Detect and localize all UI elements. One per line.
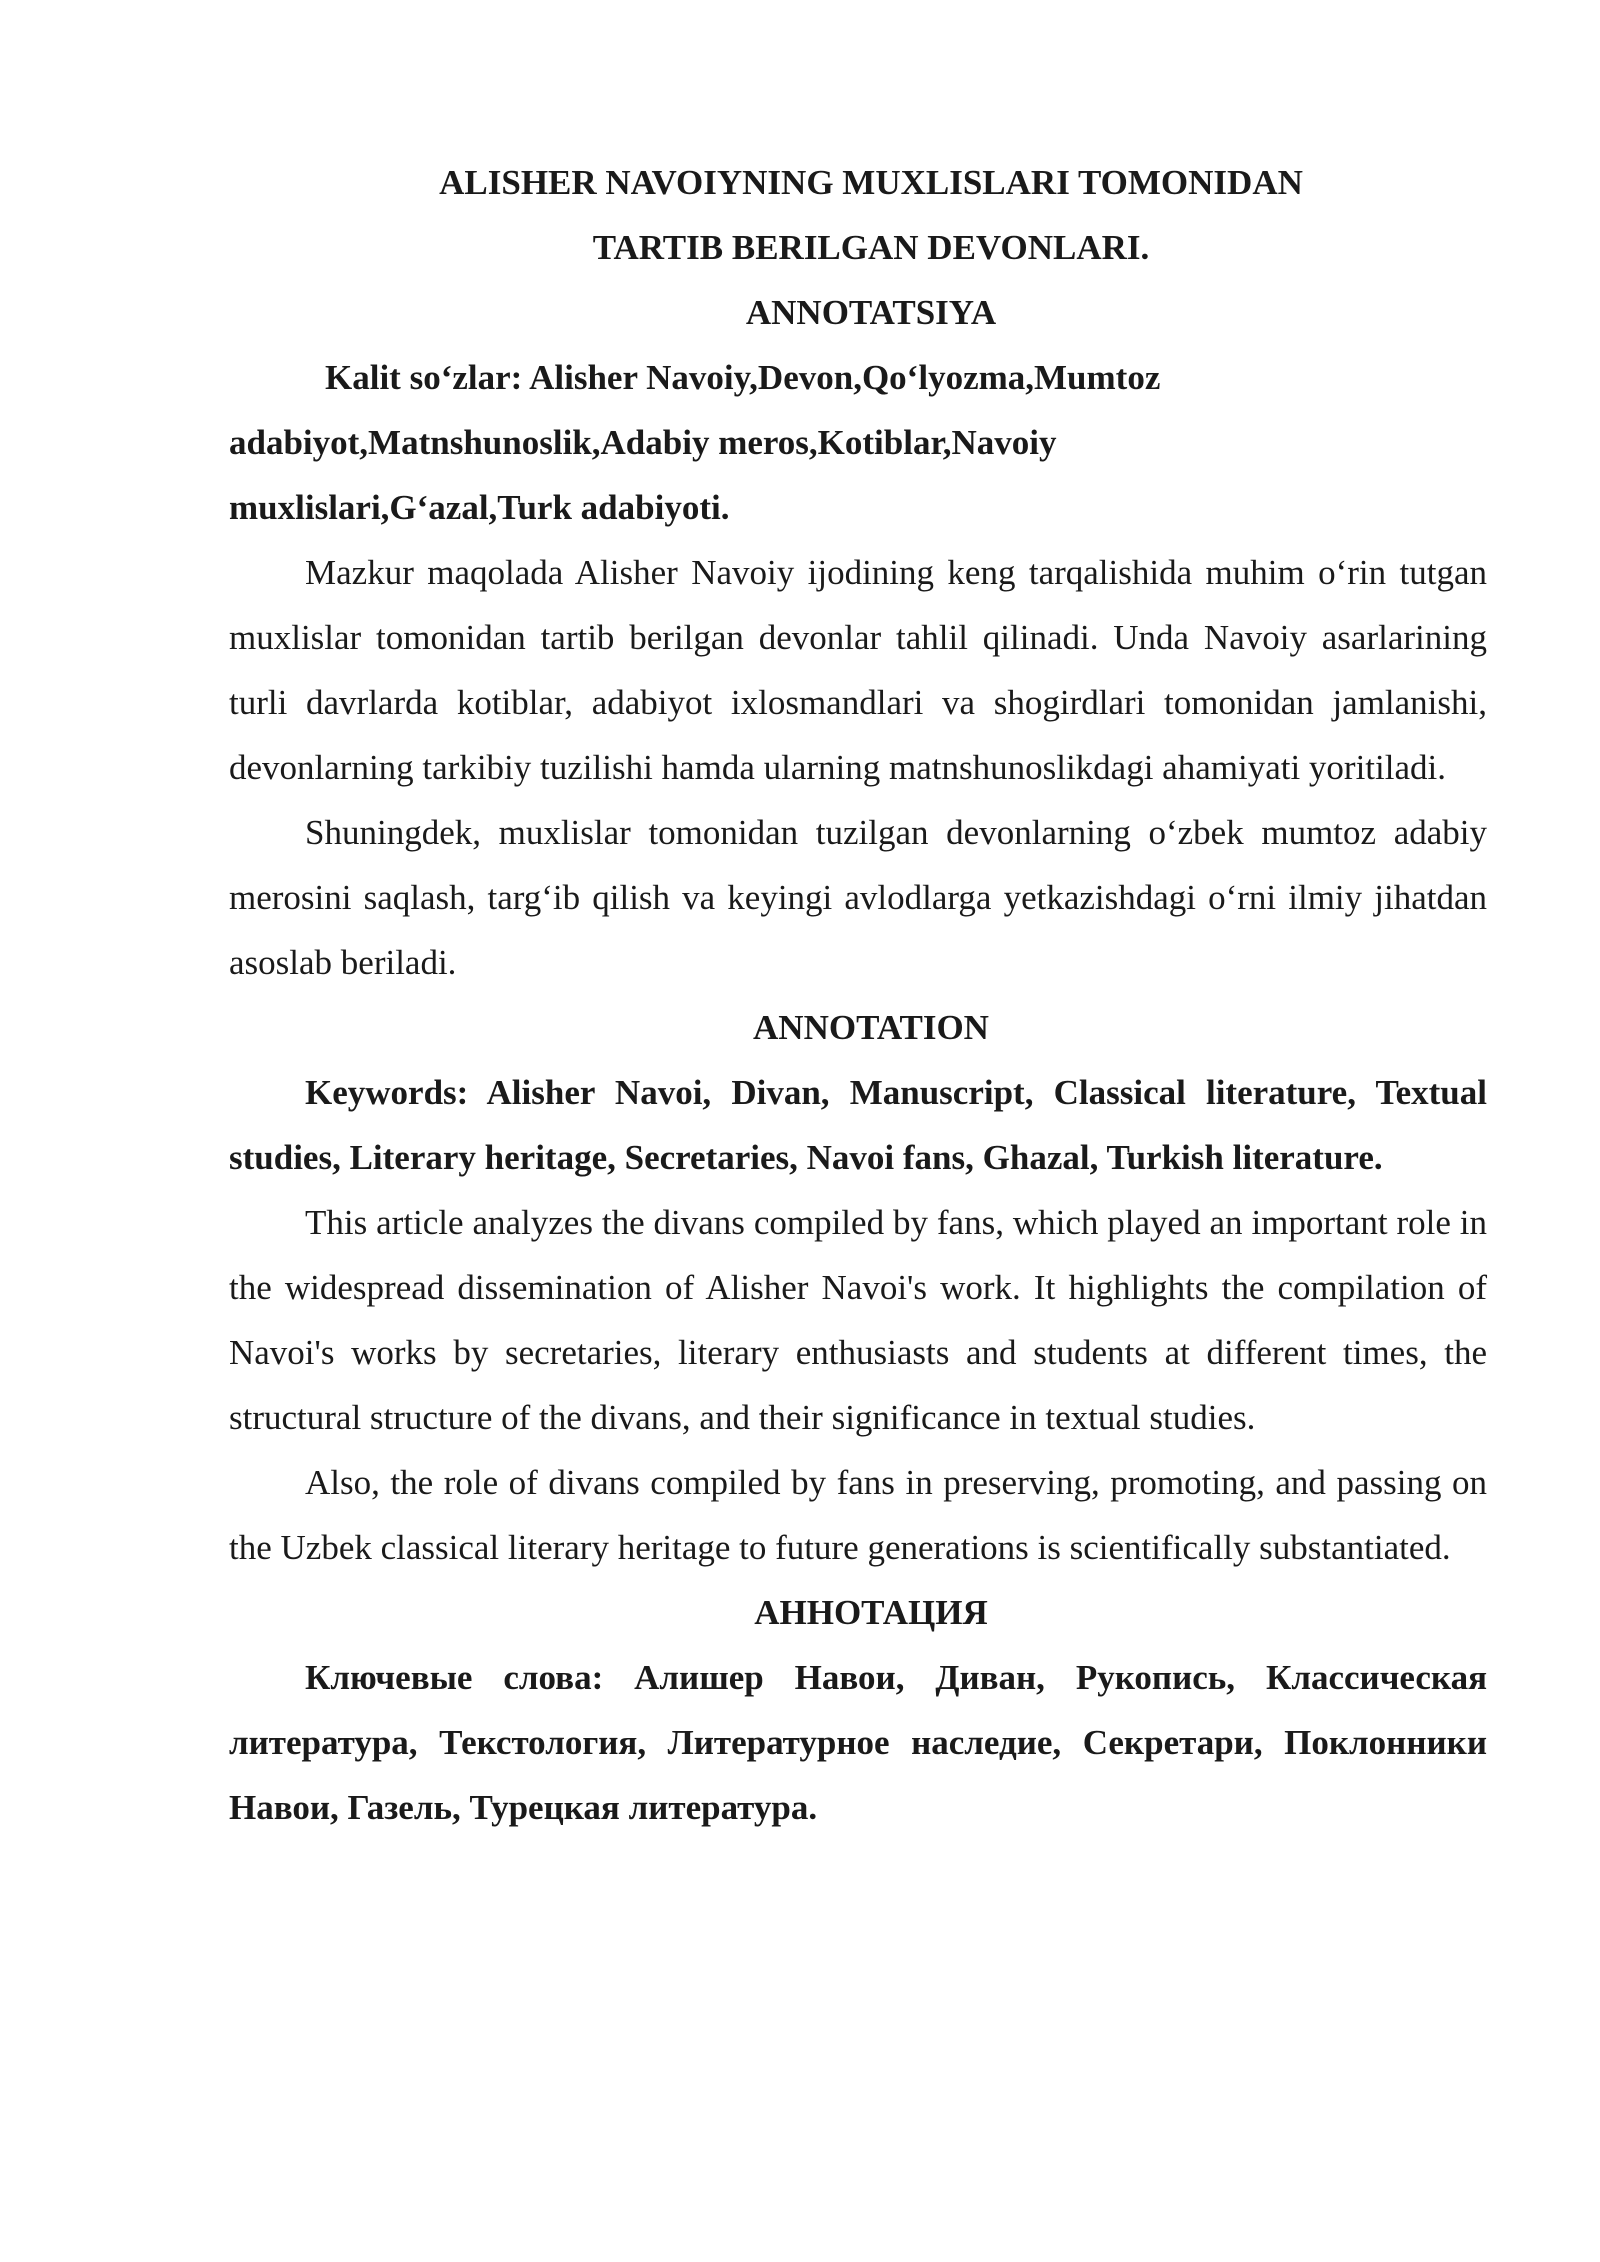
en-abstract-paragraph-2: Also, the role of divans compiled by fans in preserving, promoting, and passing on the Uzbek classical literary heritage to future generations is scientifically substantiated.: [229, 1463, 1487, 1567]
document-page: [229, 150, 1487, 1840]
uz-keywords-line-1: Kalit so‘zlar: Alisher Navoiy,Devon,Qo‘lyozma,Mumtoz: [325, 358, 1161, 397]
en-abstract-paragraph-1: This article analyzes the divans compiled by fans, which played an important role in the widespread dissemination of Alisher Navoi's work. It highlights the compilation of Navoi's works by secretaries, literary enthusiasts and students at different times, the structural structure of the divans, and their significance in textual studies.: [229, 1203, 1487, 1437]
en-annotation-heading: ANNOTATION: [753, 1008, 989, 1047]
document-title-line-2: TARTIB BERILGAN DEVONLARI.: [592, 228, 1150, 267]
uz-keywords-line-2: adabiyot,Matnshunoslik,Adabiy meros,Kotiblar,Navoiy: [229, 423, 1057, 462]
ru-keywords: Ключевые слова: Алишер Навои, Диван, Рукопись, Классическая литература, Текстология, Литературное наследие, Секретари, Поклонники Навои, Газель, Турецкая литература.: [229, 1658, 1487, 1827]
document-title-line-1: ALISHER NAVOIYNING MUXLISLARI TOMONIDAN: [439, 163, 1303, 202]
ru-annotation-heading: АННОТАЦИЯ: [754, 1593, 988, 1632]
uz-annotation-heading: ANNOTATSIYA: [745, 293, 997, 332]
uz-abstract-paragraph-1: Mazkur maqolada Alisher Navoiy ijodining keng tarqalishida muhim o‘rin tutgan muxlislar tomonidan tartib berilgan devonlar tahlil qilinadi. Unda Navoiy asarlarining turli davrlarda kotiblar, adabiyot ixlosmandlari va shogirdlari tomonidan jamlanishi, devonlarning tarkibiy tuzilishi hamda ularning matnshunoslikdagi ahamiyati yoritiladi.: [229, 553, 1487, 787]
uz-abstract-paragraph-2: Shuningdek, muxlislar tomonidan tuzilgan devonlarning o‘zbek mumtoz adabiy merosini saqlash, targ‘ib qilish va keyingi avlodlarga yetkazishdagi o‘rni ilmiy jihatdan asoslab beriladi.: [229, 813, 1487, 982]
en-keywords: Keywords: Alisher Navoi, Divan, Manuscript, Classical literature, Textual studies, Literary heritage, Secretaries, Navoi fans, Ghazal, Turkish literature.: [229, 1073, 1487, 1177]
uz-keywords-line-3: muxlislari,G‘azal,Turk adabiyoti.: [229, 488, 730, 527]
uz-keywords: [229, 345, 1487, 540]
